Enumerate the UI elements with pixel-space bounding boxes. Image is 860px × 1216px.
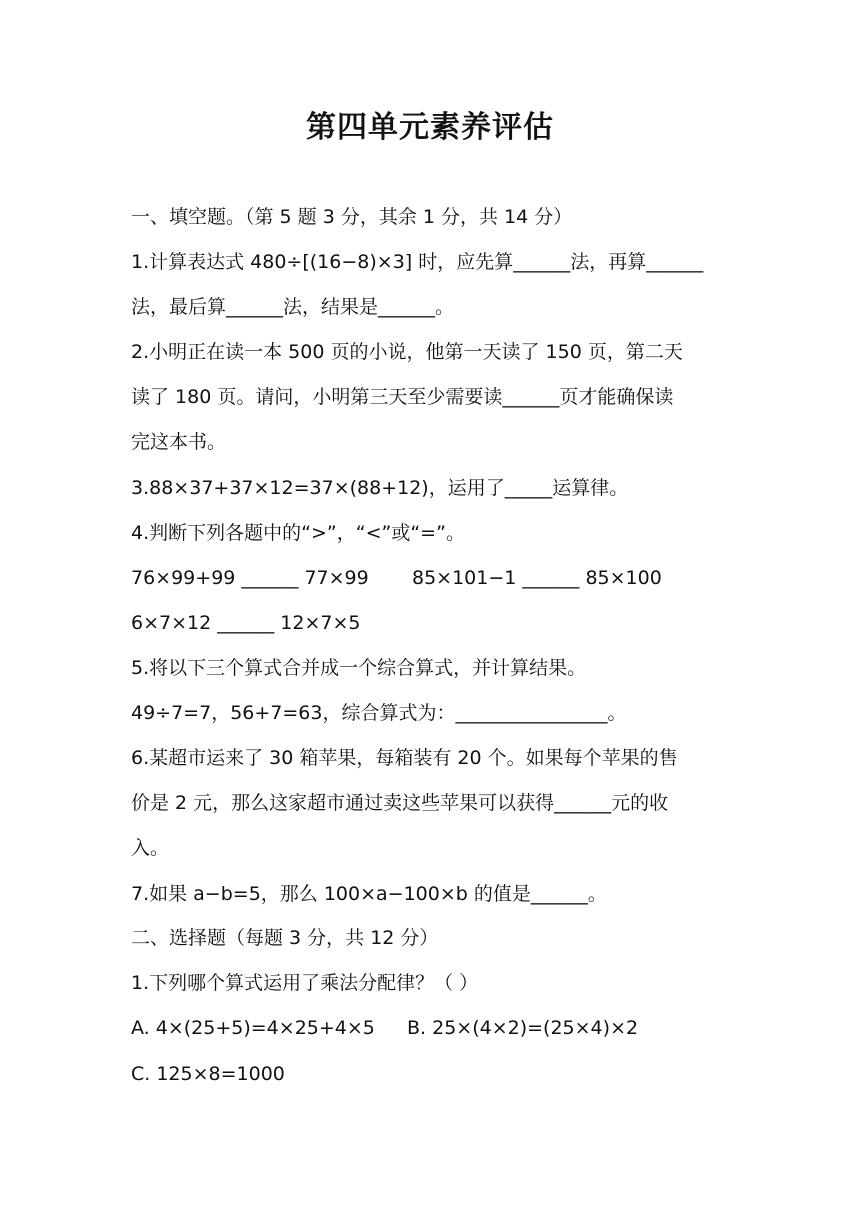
q2-line2: 读了 180 页。请问，小明第三天至少需要读______页才能确保读 bbox=[131, 386, 674, 408]
s2-q1-option-b: B. 25×(4×2)=(25×4)×2 bbox=[407, 1017, 639, 1039]
q6-line3: 入。 bbox=[131, 837, 170, 859]
q2-line3: 完这本书。 bbox=[131, 431, 227, 453]
q3-line: 3.88×37+37×12=37×(88+12)，运用了_____运算律。 bbox=[131, 477, 629, 499]
q1-line2: 法，最后算______法，结果是______。 bbox=[131, 296, 455, 318]
section1-heading: 一、填空题。（第 5 题 3 分，其余 1 分，共 14 分） bbox=[131, 206, 573, 228]
q4-item-b: 85×101−1 ______ 85×100 bbox=[412, 567, 662, 589]
s2-q1-option-c: C. 125×8=1000 bbox=[131, 1063, 285, 1085]
q4-item-a: 76×99+99 ______ 77×99 bbox=[131, 567, 369, 589]
q5-line1: 5.将以下三个算式合并成一个综合算式，并计算结果。 bbox=[131, 657, 587, 679]
q2-line1: 2.小明正在读一本 500 页的小说，他第一天读了 150 页，第二天 bbox=[131, 341, 683, 363]
section2-heading: 二、选择题（每题 3 分，共 12 分） bbox=[131, 927, 439, 949]
q1-line1: 1.计算表达式 480÷[(16−8)×3] 时，应先算______法，再算______ bbox=[131, 251, 704, 273]
q4-item-c: 6×7×12 ______ 12×7×5 bbox=[131, 612, 361, 634]
q5-line2: 49÷7=7，56+7=63，综合算式为：________________。 bbox=[131, 702, 627, 724]
q7-line: 7.如果 a−b=5，那么 100×a−100×b 的值是______。 bbox=[131, 883, 607, 905]
q6-line1: 6.某超市运来了 30 箱苹果，每箱装有 20 个。如果每个苹果的售 bbox=[131, 747, 678, 769]
q4-line1: 4.判断下列各题中的“>”，“<”或“=”。 bbox=[131, 522, 465, 544]
s2-q1-option-a: A. 4×(25+5)=4×25+4×5 bbox=[131, 1017, 375, 1039]
s2-q1-stem: 1.下列哪个算式运用了乘法分配律？（ ） bbox=[131, 972, 479, 994]
page-title: 第四单元素养评估 bbox=[306, 110, 554, 145]
q6-line2: 价是 2 元，那么这家超市通过卖这些苹果可以获得______元的收 bbox=[131, 792, 669, 814]
